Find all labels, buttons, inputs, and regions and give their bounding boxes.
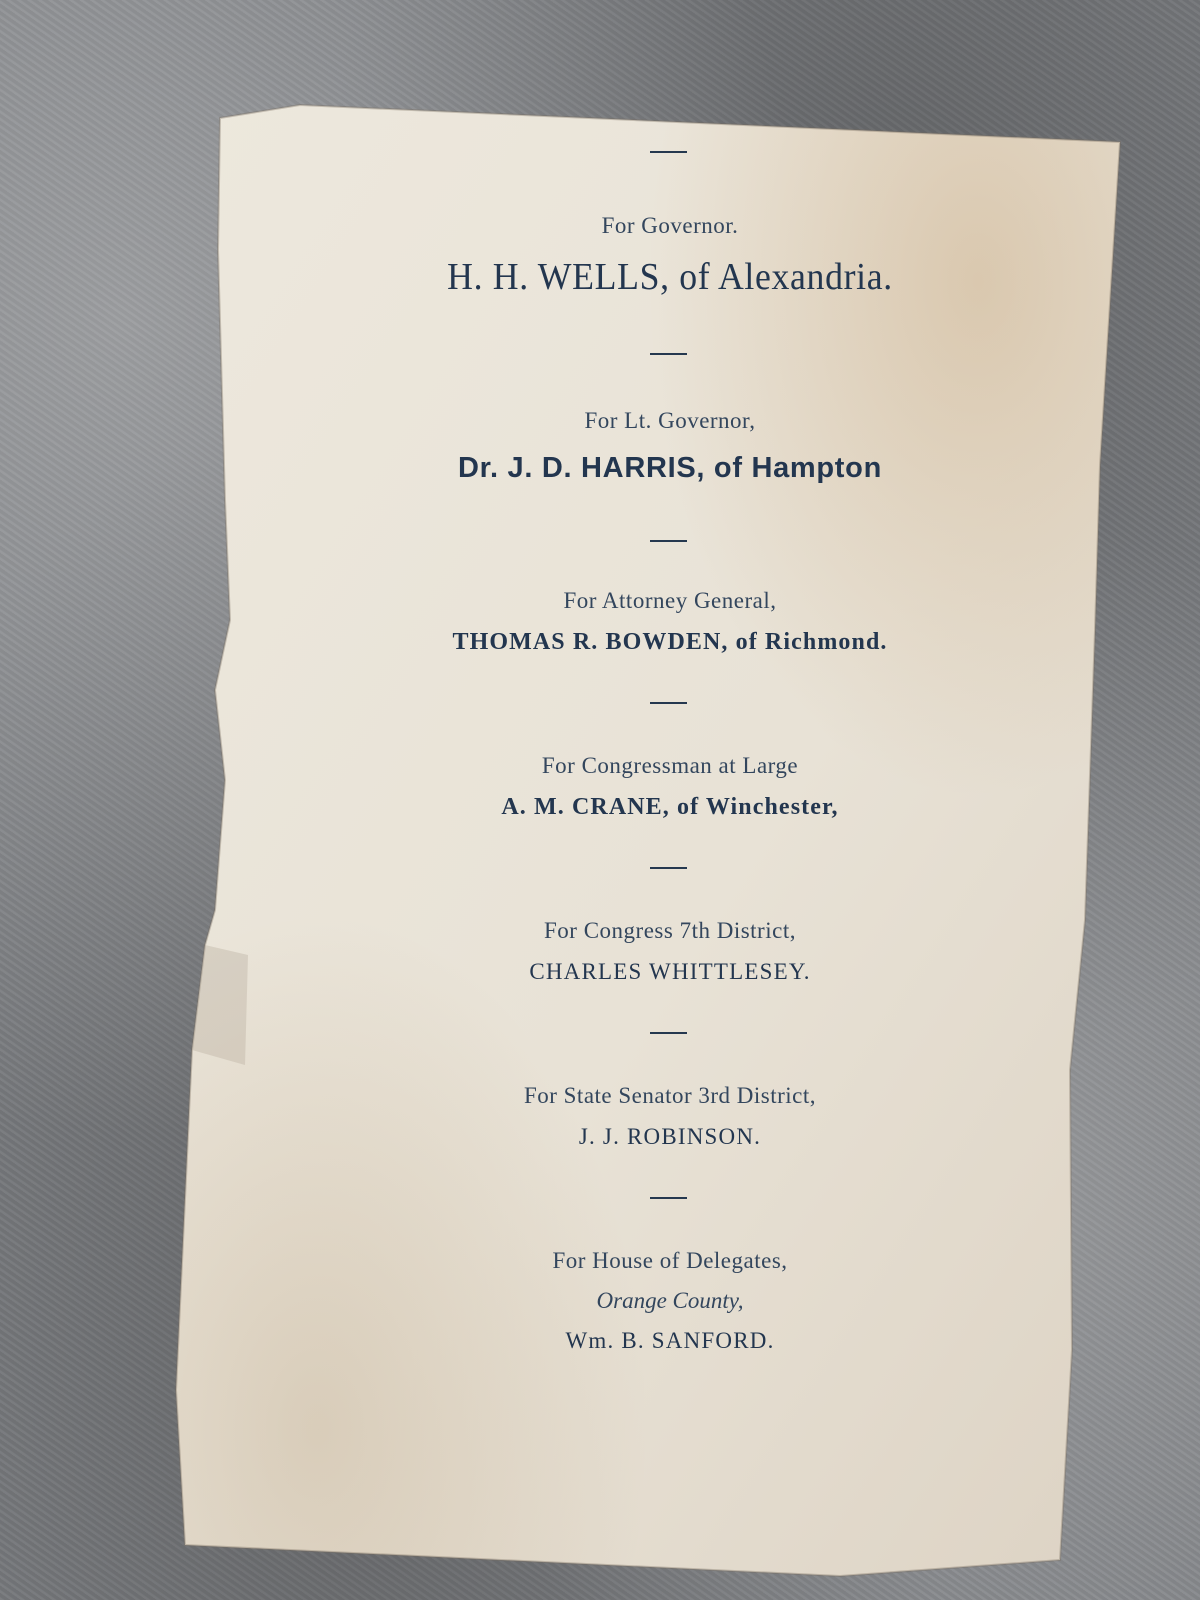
county-name: Orange County, xyxy=(596,1288,744,1313)
office-congress-7th-district: For Congress 7th District, xyxy=(544,918,796,943)
candidate-attorney-general: THOMAS R. BOWDEN, of Richmond. xyxy=(452,629,888,655)
office-congressman-at-large: For Congressman at Large xyxy=(541,753,799,778)
office-house-of-delegates: For House of Delegates, xyxy=(552,1248,788,1273)
office-attorney-general: For Attorney General, xyxy=(563,588,777,613)
candidate-lt-governor: Dr. J. D. HARRIS, of Hampton xyxy=(457,452,882,484)
office-state-senator: For State Senator 3rd District, xyxy=(523,1083,817,1108)
divider-rule xyxy=(650,353,687,355)
candidate-congressman-at-large: A. M. CRANE, of Winchester, xyxy=(501,794,839,820)
divider-rule xyxy=(650,1197,687,1199)
office-lt-governor: For Lt. Governor, xyxy=(584,408,756,433)
divider-rule xyxy=(650,1032,687,1034)
office-governor: For Governor. xyxy=(601,213,739,238)
candidate-state-senator: J. J. ROBINSON. xyxy=(578,1124,762,1149)
divider-rule xyxy=(650,867,687,869)
candidate-congress-7th-district: CHARLES WHITTLESEY. xyxy=(529,959,811,984)
divider-rule xyxy=(650,702,687,704)
ballot-text xyxy=(300,130,1040,1410)
divider-rule xyxy=(650,151,687,153)
candidate-governor: H. H. WELLS, of Alexandria. xyxy=(447,256,893,298)
divider-rule xyxy=(650,540,687,542)
candidate-house-of-delegates: Wm. B. SANFORD. xyxy=(565,1328,775,1353)
